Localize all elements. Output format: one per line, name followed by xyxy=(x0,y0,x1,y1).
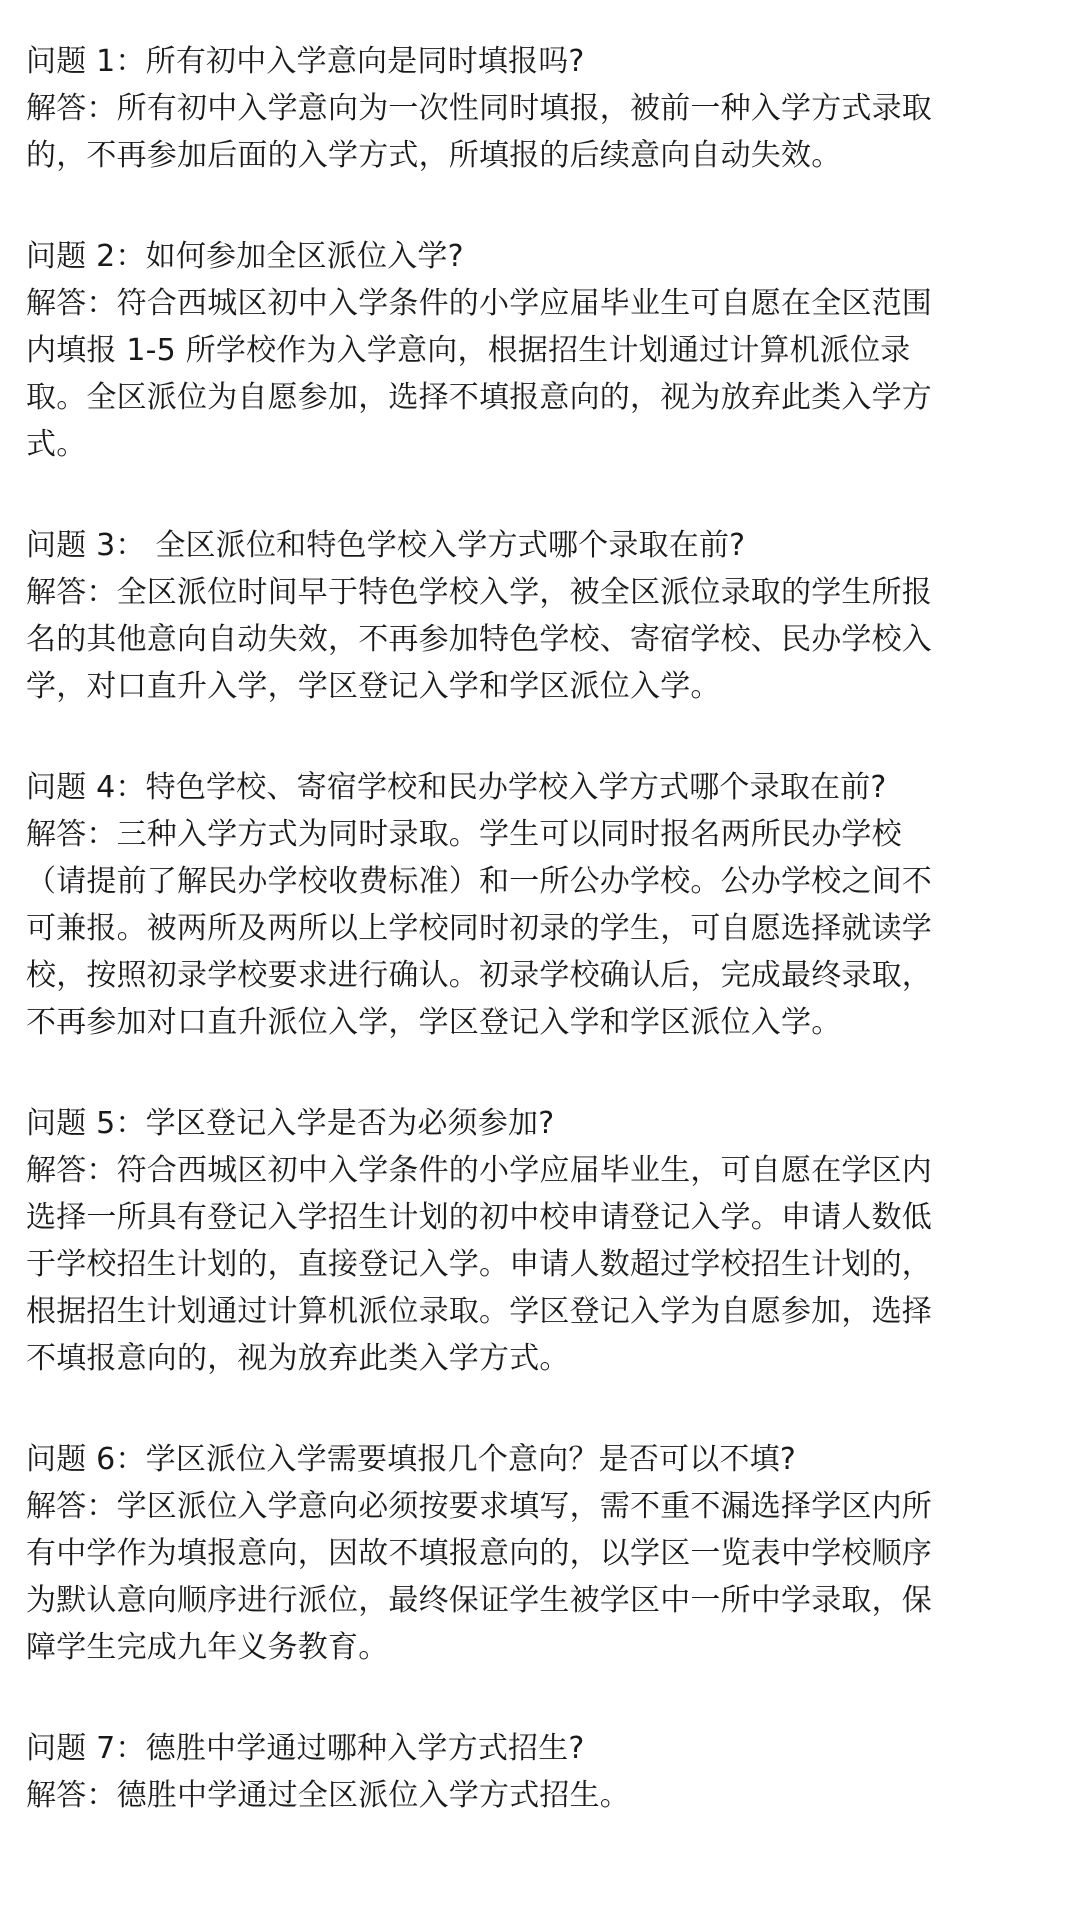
faq-item-5 xyxy=(26,1100,1054,1382)
answer-line: 解答：德胜中学通过全区派位入学方式招生。 xyxy=(26,1778,630,1813)
answer-line: 可兼报。被两所及两所以上学校同时初录的学生，可自愿选择就读学 xyxy=(26,911,932,946)
faq-item-6 xyxy=(26,1436,1054,1671)
answer-line: 选择一所具有登记入学招生计划的初中校申请登记入学。申请人数低 xyxy=(26,1200,932,1235)
answer-line: 障学生完成九年义务教育。 xyxy=(26,1630,389,1665)
answer-line: 解答：所有初中入学意向为一次性同时填报，被前一种入学方式录取 xyxy=(26,91,932,126)
answer-line: 于学校招生计划的，直接登记入学。申请人数超过学校招生计划的， xyxy=(26,1247,932,1282)
answer-line: 的，不再参加后面的入学方式，所填报的后续意向自动失效。 xyxy=(26,138,842,173)
question-text: 问题 3： 全区派位和特色学校入学方式哪个录取在前? xyxy=(26,528,746,563)
faq-item-2 xyxy=(26,233,1054,468)
answer-line: 不再参加对口直升派位入学，学区登记入学和学区派位入学。 xyxy=(26,1005,842,1040)
question-text: 问题 6：学区派位入学需要填报几个意向？是否可以不填? xyxy=(26,1442,796,1477)
answer-line: 为默认意向顺序进行派位，最终保证学生被学区中一所中学录取，保 xyxy=(26,1583,932,1618)
answer-line: 解答：符合西城区初中入学条件的小学应届毕业生可自愿在全区范围 xyxy=(26,286,932,321)
faq-item-4 xyxy=(26,764,1054,1046)
answer-line: 解答：符合西城区初中入学条件的小学应届毕业生，可自愿在学区内 xyxy=(26,1153,932,1188)
answer-line: 学，对口直升入学，学区登记入学和学区派位入学。 xyxy=(26,669,721,704)
question-text: 问题 4：特色学校、寄宿学校和民办学校入学方式哪个录取在前? xyxy=(26,770,887,805)
answer-line: 内填报 1-5 所学校作为入学意向，根据招生计划通过计算机派位录 xyxy=(26,333,911,368)
answer-line: 名的其他意向自动失效，不再参加特色学校、寄宿学校、民办学校入 xyxy=(26,622,932,657)
answer-line: 解答：全区派位时间早于特色学校入学，被全区派位录取的学生所报 xyxy=(26,575,932,610)
question-text: 问题 2：如何参加全区派位入学? xyxy=(26,239,464,274)
answer-line: 式。 xyxy=(26,427,87,462)
question-text: 问题 1：所有初中入学意向是同时填报吗? xyxy=(26,44,585,79)
answer-line: 取。全区派位为自愿参加，选择不填报意向的，视为放弃此类入学方 xyxy=(26,380,932,415)
answer-line: 有中学作为填报意向，因故不填报意向的，以学区一览表中学校顺序 xyxy=(26,1536,932,1571)
answer-line: 不填报意向的，视为放弃此类入学方式。 xyxy=(26,1341,570,1376)
question-text: 问题 5：学区登记入学是否为必须参加? xyxy=(26,1106,555,1141)
answer-line: 解答：学区派位入学意向必须按要求填写，需不重不漏选择学区内所 xyxy=(26,1489,932,1524)
answer-line: 解答：三种入学方式为同时录取。学生可以同时报名两所民办学校 xyxy=(26,817,902,852)
faq-item-1 xyxy=(26,38,1054,179)
faq-item-3 xyxy=(26,522,1054,710)
answer-line: 根据招生计划通过计算机派位录取。学区登记入学为自愿参加，选择 xyxy=(26,1294,932,1329)
answer-line: 校，按照初录学校要求进行确认。初录学校确认后，完成最终录取， xyxy=(26,958,932,993)
question-text: 问题 7：德胜中学通过哪种入学方式招生? xyxy=(26,1731,585,1766)
answer-line: （请提前了解民办学校收费标准）和一所公办学校。公办学校之间不 xyxy=(26,864,932,899)
faq-item-7 xyxy=(26,1725,1054,1819)
